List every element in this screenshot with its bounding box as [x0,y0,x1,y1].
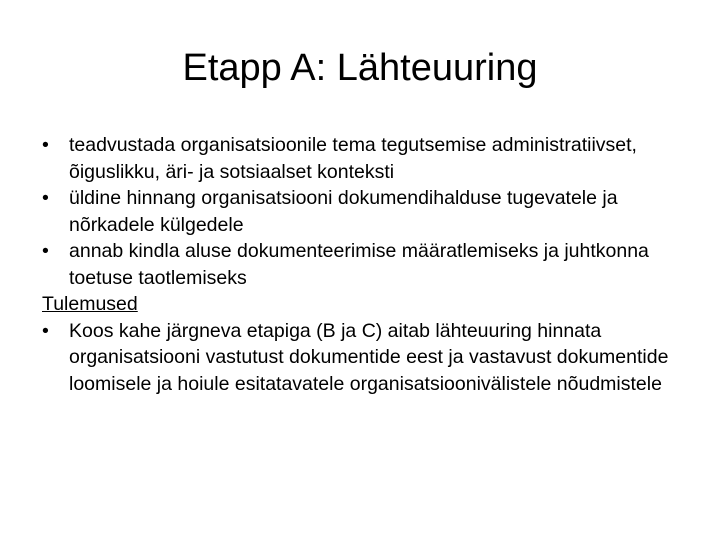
results-bullet-item [42,318,692,398]
bullet-icon [42,318,69,345]
bullet-text: annab kindla aluse dokumenteerimise määratlemiseks ja juhtkonna toetuse taotlemiseks [69,240,649,289]
bullet-text: teadvustada organisatsioonile tema tegutsemise administratiivset, õiguslikku, äri- ja sotsiaalset konteksti [69,134,637,183]
bullet-text: üldine hinnang organisatsiooni dokumendihalduse tugevatele ja nõrkadele külgedele [69,187,618,236]
results-bullet-text: Koos kahe järgneva etapiga (B ja C) aitab lähteuuring hinnata organisatsiooni vastutust dokumentide eest ja vastavust dokumentide loomisele ja hoiule esitatavatele organisatsioonivälistele nõudmistele [69,319,669,395]
bullet-icon [42,238,69,265]
bullet-item [42,185,692,238]
results-heading: Tulemused [42,293,138,315]
slide-title: Etapp A: Lähteuuring [182,47,538,89]
bullet-item [42,238,692,291]
bullet-item [42,132,692,185]
bullet-icon [42,132,69,159]
slide-content [42,132,692,397]
bullet-icon [42,185,69,212]
